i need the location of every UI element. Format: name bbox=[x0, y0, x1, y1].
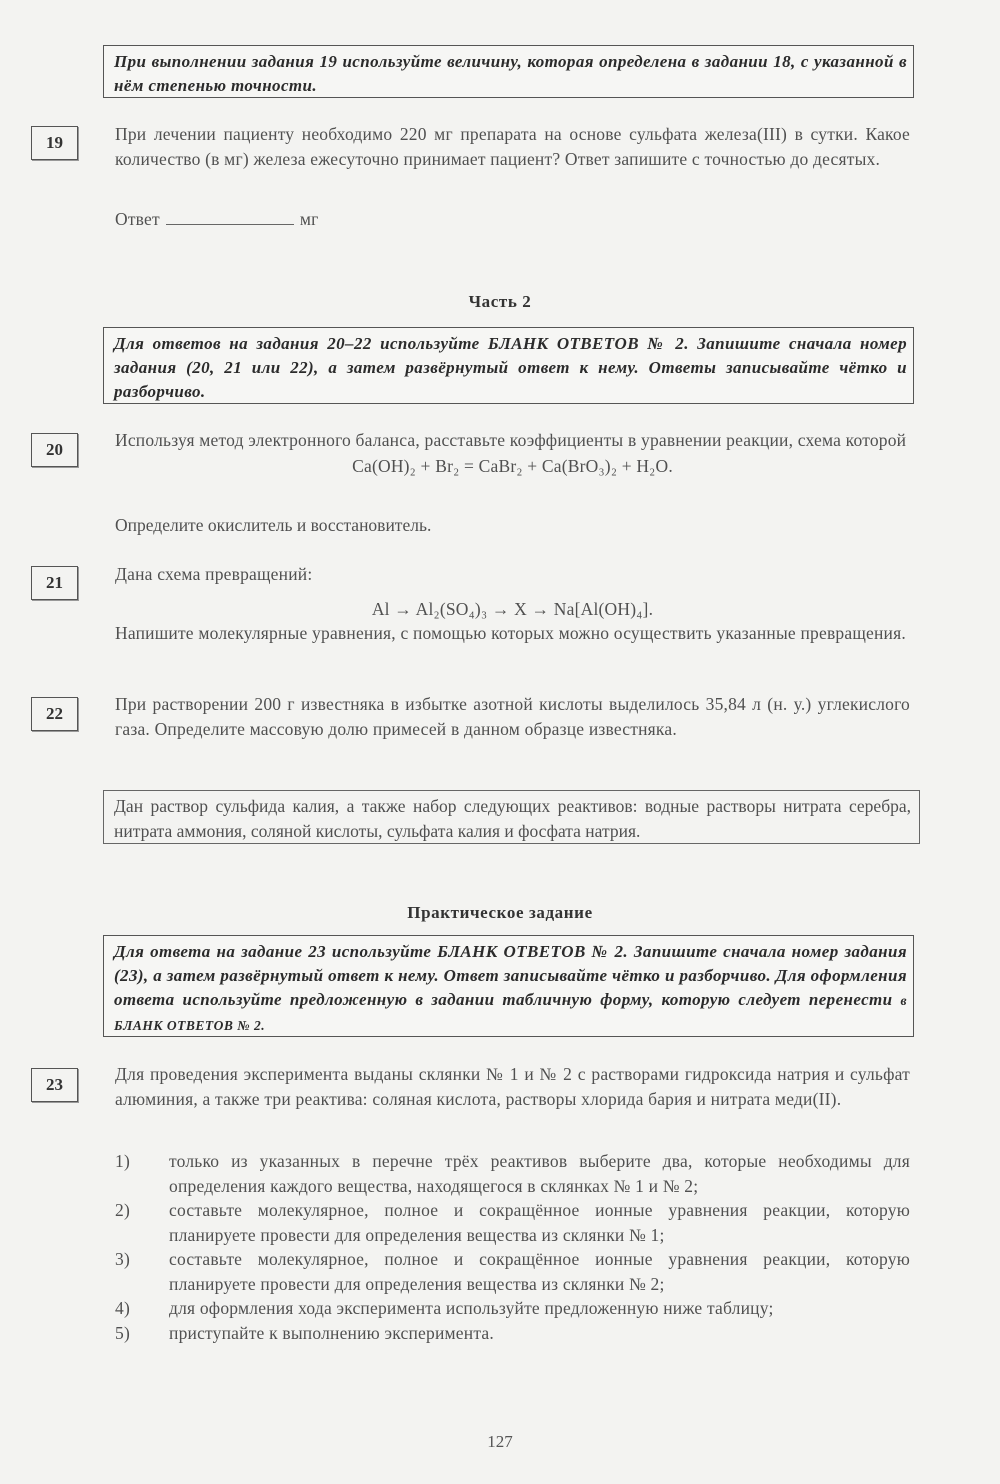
list-item bbox=[115, 1321, 910, 1346]
list-item-number: 1) bbox=[115, 1151, 130, 1171]
reagents-box bbox=[103, 790, 920, 844]
notice-task19-text: При выполнении задания 19 используйте величину, которая определена в задании 18, с указанной в нём степенью точности. bbox=[114, 52, 907, 95]
list-item-number: 4) bbox=[115, 1298, 130, 1318]
task19-answer-row bbox=[115, 207, 910, 232]
list-item-text: составьте молекулярное, полное и сокращённое ионные уравнения реакции, которую планируете провести для определения вещества из склянки № 2; bbox=[169, 1249, 910, 1294]
practical-heading: Практическое задание bbox=[407, 903, 593, 922]
answer-unit: мг bbox=[299, 209, 319, 229]
task23-text: Для проведения эксперимента выданы склянки № 1 и № 2 с растворами гидроксида натрия и сульфат алюминия, а также три реактива: соляная кислота, растворы хлорида бария и нитрата меди(II). bbox=[115, 1064, 910, 1109]
task21-instruction: Напишите молекулярные уравнения, с помощью которых можно осуществить указанные превращения. bbox=[115, 623, 906, 643]
notice-practical-text: Для ответа на задание 23 используйте БЛАНК ОТВЕТОВ № 2. Запишите сначала номер задания (23), а затем развёрнутый ответ к нему. Ответ записывайте чётко и разборчиво. Для оформления ответа используйте предложенную в задании табличную форму, которую следует перенести bbox=[114, 942, 908, 1009]
task21-intro: Дана схема превращений: bbox=[115, 564, 313, 584]
list-item-number: 2) bbox=[115, 1200, 130, 1220]
list-item-text: для оформления хода эксперимента используйте предложенную ниже таблицу; bbox=[169, 1298, 774, 1318]
list-item bbox=[115, 1149, 910, 1198]
task20-instruction: Определите окислитель и восстановитель. bbox=[115, 515, 432, 535]
notice-part2-text: Для ответов на задания 20–22 используйте БЛАНК ОТВЕТОВ № 2. Запишите сначала номер задания (20, 21 или 22), а затем развёрнутый ответ к нему. Ответы записывайте чётко и разборчиво. bbox=[114, 334, 907, 401]
task-number-21: 21 bbox=[31, 566, 78, 600]
answer-label: Ответ bbox=[115, 209, 160, 229]
task20-equation: Ca(OH)₂ + Br₂ = CaBr₂ + Ca(BrO₃)₂ + H₂O. bbox=[352, 455, 673, 476]
task19-question: При лечении пациенту необходимо 220 мг препарата на основе сульфата железа(III) в сутки. Какое количество (в мг) железа ежесуточно принимает пациент? Ответ запишите с точностью до десятых. bbox=[115, 124, 910, 169]
notice-practical bbox=[103, 935, 914, 1037]
notice-part2 bbox=[103, 327, 914, 404]
task20-question: Используя метод электронного баланса, расставьте коэффициенты в уравнении реакции, схема которой bbox=[115, 430, 907, 450]
list-item-text: приступайте к выполнению эксперимента. bbox=[169, 1322, 494, 1343]
task21-scheme: Al → Al₂(SO₄)₃ → X → Na[Al(OH)₄]. bbox=[371, 598, 654, 619]
task-number-20: 20 bbox=[31, 433, 78, 467]
task19-text bbox=[115, 122, 910, 171]
list-item-text: только из указанных в перечне трёх реактивов выберите два, которые необходимы для определения каждого вещества, находящегося в склянках № 1 и № 2; bbox=[169, 1151, 910, 1196]
list-item-number: 5) bbox=[115, 1322, 130, 1343]
list-item bbox=[115, 1247, 910, 1296]
reagents-text: Дан раствор сульфида калия, а также набор следующих реактивов: водные растворы нитрата серебра, нитрата аммония, соляной кислоты, сульфата калия и фосфата натрия. bbox=[114, 796, 911, 841]
task20-text bbox=[115, 428, 910, 478]
task-number-23: 23 bbox=[31, 1068, 78, 1102]
list-item-number: 3) bbox=[115, 1249, 130, 1269]
page-number: 127 bbox=[487, 1432, 513, 1451]
notice-practical-tail: в БЛАНК ОТВЕТОВ № 2. bbox=[114, 993, 907, 1033]
task-number-22: 22 bbox=[31, 697, 78, 731]
notice-task19 bbox=[103, 45, 914, 98]
task23-list bbox=[115, 1149, 910, 1345]
task21-text bbox=[115, 562, 910, 621]
task22-text: При растворении 200 г известняка в избытке азотной кислоты выделилось 35,84 л (н. у.) углекислого газа. Определите массовую долю примесей в данном образце известняка. bbox=[115, 694, 910, 739]
task-number-19: 19 bbox=[31, 126, 78, 160]
list-item-text: составьте молекулярное, полное и сокращённое ионные уравнения реакции, которую планируете провести для определения вещества из склянки № 1; bbox=[169, 1200, 910, 1245]
list-item bbox=[115, 1296, 910, 1321]
answer-input-line[interactable] bbox=[166, 210, 294, 225]
list-item bbox=[115, 1198, 910, 1247]
part2-heading: Часть 2 bbox=[468, 292, 532, 311]
